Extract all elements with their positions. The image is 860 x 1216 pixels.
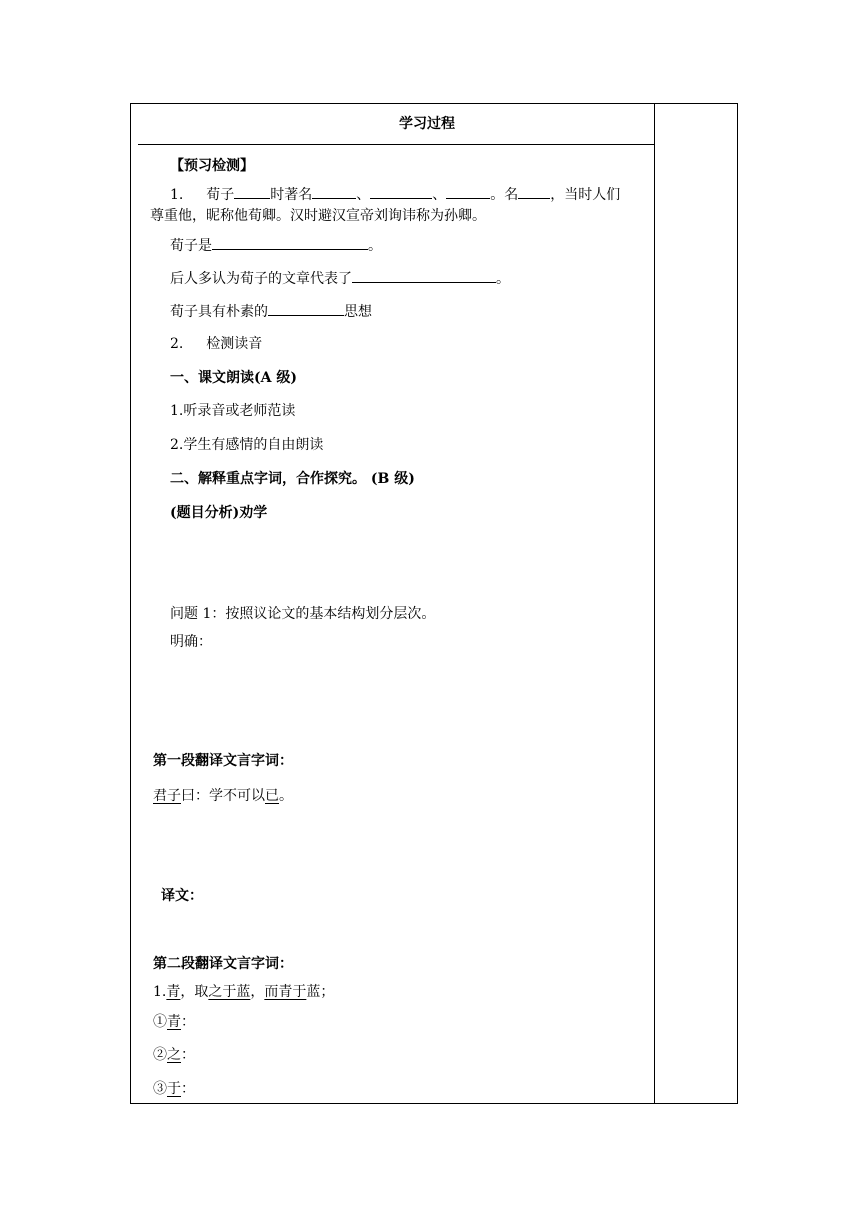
section-1-item: 2.学生有感情的自由朗读 — [170, 437, 324, 453]
word-item — [153, 1046, 195, 1064]
item-marker: ② — [153, 1047, 167, 1063]
key-word: 之于蓝 — [208, 984, 251, 1000]
question-text: 检测读音 — [206, 336, 263, 352]
header-bottom-rule — [138, 144, 654, 145]
para-2-heading: 第二段翻译文言字词： — [153, 956, 293, 972]
sentence-text: 。 — [279, 788, 293, 804]
question-text: 时著名 — [270, 187, 313, 203]
question-number: 1. — [170, 187, 184, 203]
answer-blank[interactable] — [518, 184, 550, 199]
question-2 — [170, 335, 262, 353]
question-text: ，当时人们 — [550, 187, 621, 203]
question-text: 荀子是 — [170, 238, 212, 254]
item-marker: ③ — [153, 1081, 167, 1097]
question-xunzi-is — [170, 235, 382, 255]
header-top-rule — [138, 103, 654, 104]
separator: 、 — [432, 187, 447, 203]
question-text: 。 — [496, 271, 510, 287]
key-word: 青 — [167, 1014, 181, 1030]
word-item — [153, 1080, 195, 1098]
question-text: 后人多认为荀子的文章代表了 — [170, 271, 352, 287]
question-text: 。名 — [490, 187, 519, 203]
key-word: 于 — [167, 1081, 181, 1097]
column-divider — [654, 103, 655, 1104]
separator: 、 — [356, 187, 371, 203]
sentence-text: 蓝； — [306, 984, 335, 1000]
question-1-line-1 — [170, 184, 620, 204]
question-thought — [170, 301, 372, 321]
answer-blank[interactable] — [446, 184, 490, 199]
section-2-subheading: (题目分析)劝学 — [170, 505, 268, 521]
section-1-item: 1.听录音或老师范读 — [170, 403, 296, 419]
para-2-sentence — [153, 983, 334, 1001]
key-word: 君子 — [153, 788, 181, 804]
section-title: 学习过程 — [399, 116, 455, 132]
key-word: 之 — [167, 1047, 181, 1063]
item-colon: ： — [181, 1047, 195, 1063]
answer-blank[interactable] — [212, 235, 368, 250]
preview-heading: 【预习检测】 — [170, 158, 254, 174]
sentence-number: 1. — [153, 984, 167, 1000]
section-2-heading: 二、解释重点字词，合作探究。 (B 级) — [170, 471, 415, 487]
item-colon: ： — [181, 1081, 195, 1097]
item-marker: ① — [153, 1014, 167, 1030]
question-text: 。 — [368, 238, 382, 254]
answer-blank[interactable] — [312, 184, 356, 199]
answer-blank[interactable] — [268, 301, 344, 316]
answer-blank[interactable] — [352, 268, 496, 283]
key-word: 而青于 — [264, 984, 307, 1000]
para-1-heading: 第一段翻译文言字词： — [153, 753, 293, 769]
para-1-sentence — [153, 787, 293, 805]
sentence-text: ，取 — [180, 984, 209, 1000]
translation-label: 译文： — [161, 888, 203, 904]
question-represent — [170, 268, 510, 288]
answer-blank[interactable] — [370, 184, 432, 199]
sentence-text: 曰：学不可以 — [181, 788, 265, 804]
answer-blank[interactable] — [234, 184, 270, 199]
word-item — [153, 1013, 195, 1031]
question-text: 思想 — [344, 304, 372, 320]
item-colon: ： — [181, 1014, 195, 1030]
question-text: 荀子 — [206, 187, 235, 203]
question-1-line-2: 尊重他，昵称他荀卿。汉时避汉宣帝刘询讳称为孙卿。 — [150, 208, 486, 224]
question-number: 2. — [170, 336, 184, 352]
question-text: 荀子具有朴素的 — [170, 304, 268, 320]
sentence-text: ， — [250, 984, 265, 1000]
answer-label: 明确： — [170, 634, 212, 650]
key-word: 已 — [265, 788, 279, 804]
section-1-heading: 一、课文朗读(A 级) — [170, 370, 297, 386]
key-word: 青 — [166, 984, 181, 1000]
question-1-structure: 问题 1：按照议论文的基本结构划分层次。 — [170, 606, 436, 622]
